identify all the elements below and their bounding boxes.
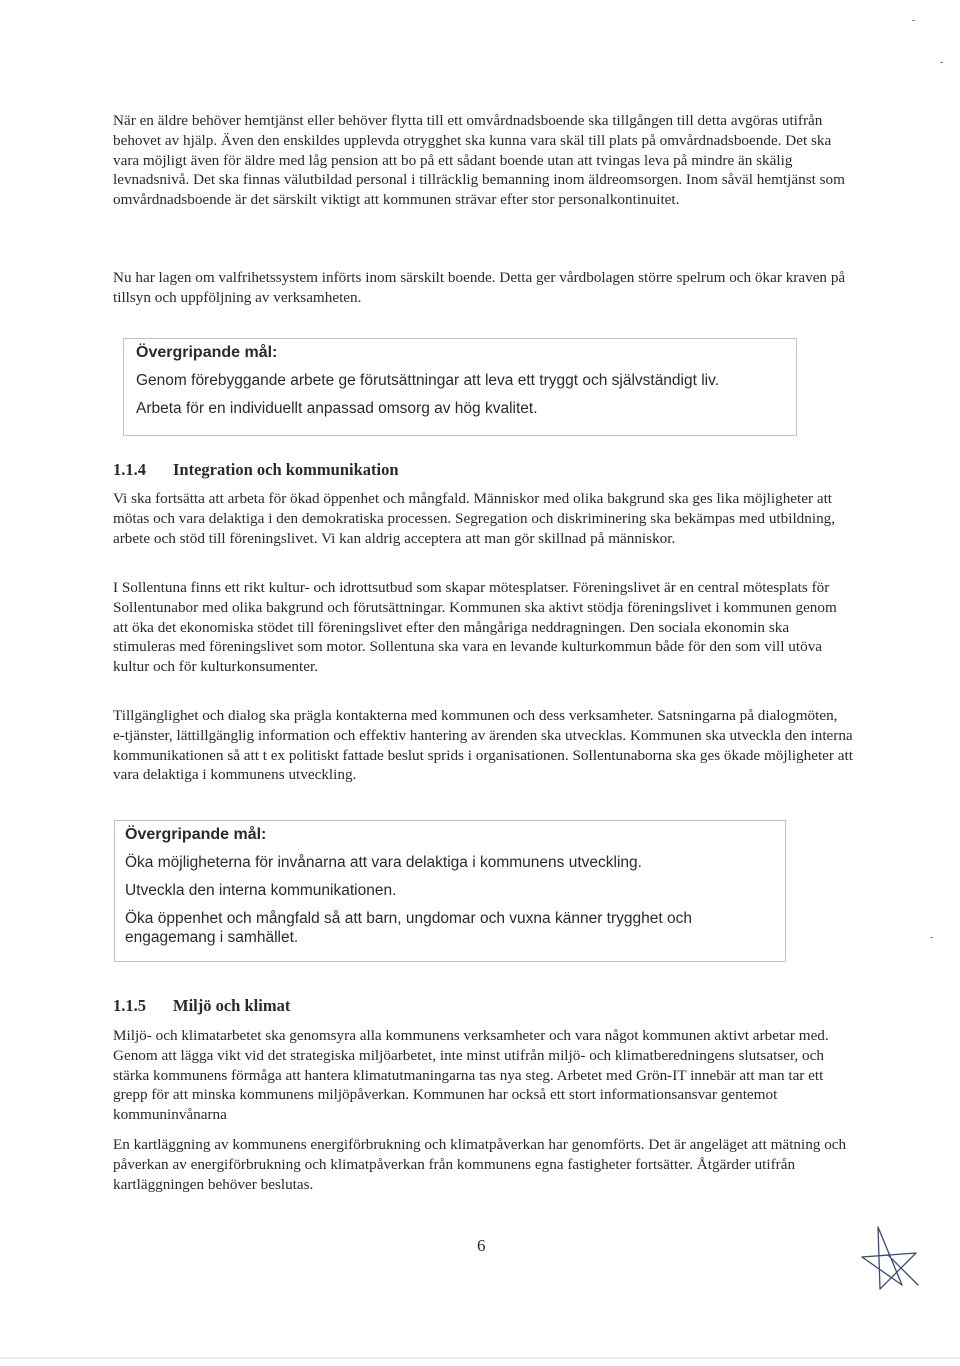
paragraph-openness: Vi ska fortsätta att arbeta för ökad öppenhet och mångfald. Människor med olika bakgrund ska ges lika möjligheter att mötas och vara delaktiga i den demokratiska processen. Segregation och diskriminering ska bekämpas med utbildning, arbete och stöd till föreningslivet. Vi kan aldrig acceptera att man gör skillnad på människor. [113,490,836,547]
paragraph-accessibility: Tillgänglighet och dialog ska prägla kontakterna med kommunen och dess verksamheter. Satsningarna på dialogmöten, e-tjänster, lättillgänglig information och effektiv hantering av ärenden ska utvecklas. Kommunen ska utveckla den interna kommunikationen så att t ex politiskt fattade beslut sprids i organisationen. Sollentunaborna ska ges ökade möjligheter att vara delaktiga i kommunens utveckling. [113,707,853,784]
section-title: Miljö och klimat [173,996,291,1015]
scan-speck [930,937,933,938]
goal-box-care [123,338,797,436]
goal-box-integration [114,820,786,962]
goal-line: Öka öppenhet och mångfald så att barn, ungdomar och vuxna känner trygghet och engagemang i samhället. [125,910,692,946]
scan-edge-line [0,1357,960,1359]
goal-line: Genom förebyggande arbete ge förutsättningar att leva ett tryggt och självständigt liv. [136,372,720,389]
goal-box-title: Övergripande mål: [125,826,267,843]
goal-line: Arbeta för en individuellt anpassad omsorg av hög kvalitet. [136,400,538,417]
section-number: 1.1.5 [113,996,146,1015]
page-number: 6 [477,1236,486,1255]
scan-speck [912,20,915,21]
goal-line: Öka möjligheterna för invånarna att vara delaktiga i kommunens utveckling. [125,854,642,871]
section-heading-environment [113,996,290,1016]
paragraph-elderly-care: När en äldre behöver hemtjänst eller behöver flytta till ett omvårdnadsboende ska tillgången till detta avgöras utifrån behovet av hjälp. Även den enskildes upplevda otrygghet ska kunna vara skäl till plats på omvårdnadsboende. Det ska vara möjligt även för äldre med låg pension att bo på ett sådant boende utan att tvingas leva på mindre än skälig levnadsnivå. Det ska finnas välutbildad personal i tillräcklig bemanning inom äldreomsorgen. Inom såväl hemtjänst som omvårdnadsboende är det särskilt viktigt att kommunen strävar efter stor personalkontinuitet. [113,112,845,209]
goal-box-title: Övergripande mål: [136,344,278,361]
section-title: Integration och kommunikation [173,460,399,479]
paragraph-climate-work: Miljö- och klimatarbetet ska genomsyra alla kommunens verksamheter och vara något kommunen aktivt arbetar med. Genom att lägga vikt vid det strategiska miljöarbetet, inte minst utifrån miljö- och klimatberedningens slutsatser, och stärka kommunens förmåga att hantera klimatutmaningarna tas nya steg. Arbetet med Grön-IT innebär att man tar ett grepp för att minska kommunens miljöpåverkan. Kommunen har också ett stort informationsansvar gentemot kommuninvånarna [113,1027,829,1124]
paragraph-culture: I Sollentuna finns ett rikt kultur- och idrottsutbud som skapar mötesplatser. Föreningslivet är en central mötesplats för Sollentunabor med olika bakgrund och förutsättningar. Kommunen ska aktivt stödja föreningslivet i kommunen genom att öka det ekonomiska stödet till föreningslivet efter den mångåriga neddragningen. Den sociala ekonomin ska stimuleras med föreningslivet som motor. Sollentuna ska vara en levande kulturkommun både för den som vill utöva kultur och för kulturkonsumenter. [113,579,837,676]
paragraph-energy-survey: En kartläggning av kommunens energiförbrukning och klimatpåverkan har genomförts. Det är angeläget att mätning och påverkan av energiförbrukning och klimatpåverkan från kommunens egna fastigheter fortsätter. Åtgärder utifrån kartläggningen behöver beslutas. [113,1136,847,1193]
scan-speck [940,62,943,63]
handwritten-star-icon [858,1225,920,1291]
paragraph-freedom-of-choice: Nu har lagen om valfrihetssystem införts inom särskilt boende. Detta ger vårdbolagen större spelrum och ökar kraven på tillsyn och uppföljning av verksamheten. [113,269,846,306]
section-number: 1.1.4 [113,460,146,479]
goal-line: Utveckla den interna kommunikationen. [125,882,397,899]
section-heading-integration [113,460,399,480]
